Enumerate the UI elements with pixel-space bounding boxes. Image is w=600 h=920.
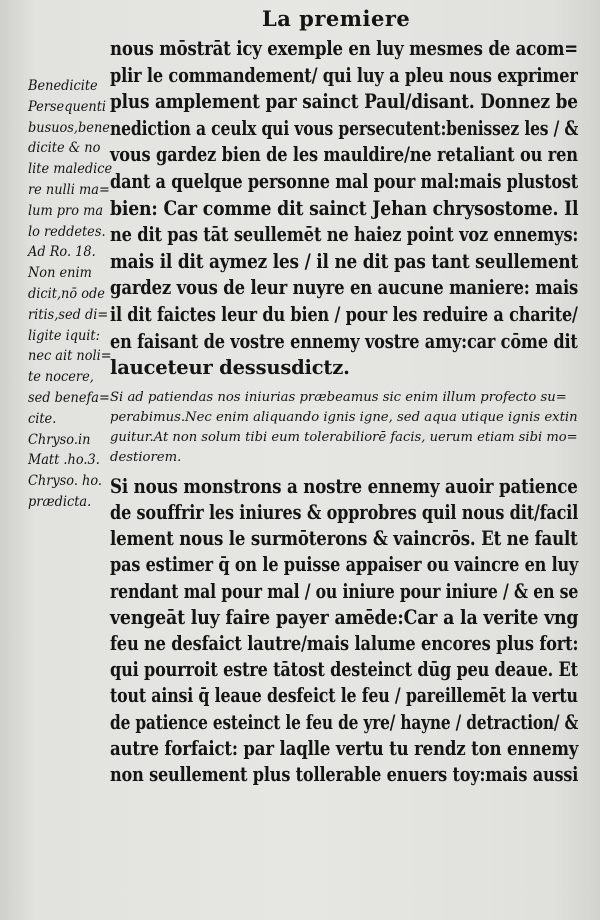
text-line: gardez vous de leur nuyre en aucune maniere: mais	[110, 276, 579, 300]
margin-line: busuos,bene	[28, 119, 110, 136]
latin-line: destiorem.	[110, 449, 182, 465]
margin-note-benedicite	[28, 76, 120, 242]
margin-line: lite maledice	[28, 161, 113, 178]
margin-line: prædicta.	[28, 493, 92, 510]
margin-note-ad-ro	[28, 242, 120, 263]
latin-quote	[110, 388, 578, 468]
margin-line: sed benefa=	[28, 389, 110, 406]
text-line: plir le commandement/ qui luy a pleu nous exprimer	[110, 63, 578, 87]
text-line: Si nous monstrons a nostre ennemy auoir patience	[110, 474, 578, 498]
text-line: lauceteur dessusdictz.	[110, 356, 350, 380]
text-line: rendant mal pour mal / ou iniure pour iniure / & en se	[110, 579, 579, 603]
margin-notes	[28, 76, 120, 513]
margin-line: Chryso.in	[28, 431, 91, 448]
margin-line: cite.	[28, 410, 57, 427]
margin-line: lo reddetes.	[28, 223, 106, 240]
text-line: nediction a ceulx qui vous persecutent:benissez les / &	[110, 116, 579, 140]
paragraph-2	[110, 474, 578, 788]
text-line: qui pourroit estre tātost desteinct dūg peu deaue. Et	[110, 658, 578, 682]
text-line: pas estimer q̄ on le puisse appaiser ou vaincre en luy	[110, 553, 579, 577]
text-line: non seullement plus tollerable enuers toy:mais aussi	[110, 762, 579, 786]
margin-line: Persequenti	[28, 98, 107, 115]
text-line: dant a quelque personne mal pour mal:mais plustost	[110, 169, 579, 193]
text-line: bien: Car comme dit sainct Jehan chrysostome. Il	[110, 196, 579, 220]
margin-line: Non enim	[28, 265, 92, 282]
latin-line: guitur.At non solum tibi eum tolerabiliorē facis, uerum etiam sibi mo=	[110, 429, 578, 445]
margin-note-non-enim	[28, 263, 120, 429]
margin-note-chryso	[28, 430, 120, 513]
text-line: feu ne desfaict lautre/mais lalume encores plus fort:	[110, 631, 579, 655]
text-line: lement nous le surmōterons & vaincrōs. Et ne fault	[110, 527, 578, 551]
latin-line: Si ad patiendas nos iniurias præbeamus sic enim illum profecto su=	[110, 389, 567, 405]
margin-line: dicite & no	[28, 140, 101, 157]
text-line: tout ainsi q̄ leaue desfeict le feu / pareillemēt la vertu	[110, 684, 578, 708]
margin-line: Benedicite	[28, 78, 98, 94]
text-line: plus amplement par sainct Paul/disant. Donnez be	[110, 90, 578, 114]
paragraph-1	[110, 36, 578, 382]
margin-line: Matt .ho.3.	[28, 452, 100, 469]
main-text	[110, 36, 578, 788]
margin-line: Chryso. ho.	[28, 473, 103, 490]
margin-line: Ad Ro. 18.	[28, 244, 96, 261]
text-line: ne dit pas tāt seullemēt ne haiez point voz ennemys:	[110, 223, 579, 247]
text-line: en faisant de vostre ennemy vostre amy:car cōme dit	[110, 329, 578, 353]
text-line: mais il dit aymez les / il ne dit pas tant seullement	[110, 249, 579, 273]
margin-line: nec ait noli=	[28, 348, 112, 365]
text-line: de souffrir les iniures & opprobres quil nous dit/facil	[110, 500, 579, 524]
text-line: nous mōstrāt icy exemple en luy mesmes de acom=	[110, 37, 578, 60]
margin-line: dicit,nō ode	[28, 285, 105, 302]
latin-line: perabimus.Nec enim aliquando ignis igne, sed aqua utique ignis extin	[110, 409, 578, 425]
text-line: de patience esteinct le feu de yre/ hayne / detraction/ &	[110, 710, 579, 734]
text-line: vous gardez bien de les mauldire/ne retaliant ou ren	[110, 143, 578, 167]
margin-line: re nulli ma=	[28, 181, 110, 198]
margin-line: lum pro ma	[28, 202, 104, 219]
margin-line: te nocere,	[28, 369, 94, 386]
text-line: autre forfaict: par laqlle vertu tu rendz ton ennemy	[110, 736, 579, 760]
margin-line: ritis,sed di=	[28, 306, 109, 323]
running-title: La premiere	[262, 6, 411, 31]
margin-line: ligite iquit:	[28, 327, 100, 344]
text-line: il dit faictes leur du bien / pour les reduire a charite/	[110, 302, 578, 326]
text-line: vengeāt luy faire payer amēde:Car a la verite vng	[110, 605, 579, 629]
